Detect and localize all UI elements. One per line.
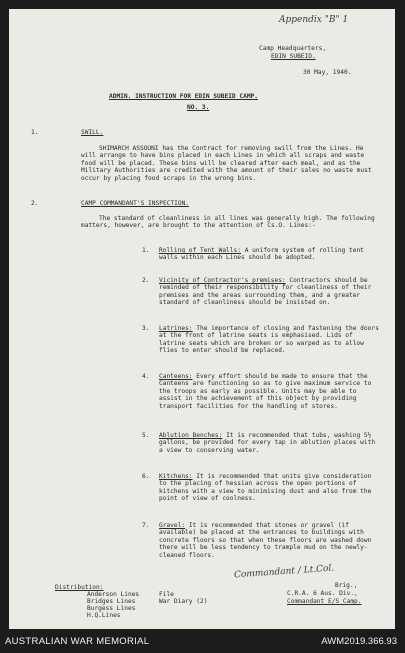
handwritten-signature: Commandant / Lt.Col. bbox=[233, 563, 335, 581]
distribution-list-item: File bbox=[159, 591, 174, 598]
section-1-body: SHIMARCH ASSOUNI has the Contract for removing swill from the Lines. He will arrange to have bins placed in each Lines in which all scraps and waste food will be placed. These bins will be cleared after each meal, and as the Military Authorities are credited with the amount of their sales no waste must occur by placing food scraps in the wrong bins. bbox=[81, 145, 372, 182]
distribution-list-item: Burgess Lines bbox=[87, 605, 136, 612]
distribution-heading: Distribution: bbox=[55, 584, 104, 591]
distribution-list-item: War Diary (2) bbox=[159, 598, 208, 605]
document-number: NO. 3. bbox=[187, 104, 210, 111]
document-title: ADMIN. INSTRUCTION FOR EDIN SUBEID CAMP. bbox=[109, 93, 259, 100]
item-4-heading: Canteens: bbox=[159, 373, 193, 380]
list-item bbox=[159, 432, 379, 454]
header-line-1: Camp Headquarters, bbox=[259, 45, 327, 52]
list-item bbox=[159, 473, 379, 503]
distribution-list-item: Bridges Lines bbox=[87, 598, 136, 605]
section-2-body: The standard of cleanliness in all lines was generally high. The following matters, however, are brought to the attention of Cs.O. Lines:- bbox=[81, 215, 375, 230]
list-item bbox=[159, 522, 379, 559]
signoff-rank: Brig., bbox=[335, 582, 358, 589]
distribution-list-item: Anderson Lines bbox=[87, 591, 140, 598]
list-item bbox=[159, 247, 379, 262]
section-2-heading: CAMP COMMANDANT'S INSPECTION. bbox=[81, 200, 190, 207]
item-2-number: 2. bbox=[142, 277, 150, 284]
list-item bbox=[159, 325, 379, 355]
section-2-number: 2. bbox=[31, 200, 39, 207]
item-5-heading: Ablution Benches: bbox=[159, 432, 223, 439]
item-1-number: 1. bbox=[142, 247, 150, 254]
list-item bbox=[159, 373, 379, 410]
item-2-heading: Vicinity of Contractor's premises: bbox=[159, 277, 286, 284]
item-5-text: It is recommended that tubs, washing 5½ gallons, be provided for every tap in ablution places with a view to conserving water. bbox=[159, 432, 376, 454]
item-4-text: Every effort should be made to ensure that the Canteens are functioning so as to give maximum service to the troops as early as possible. Units may be able to assist in the achievement of this object by providing transport facilities for the handling of stores. bbox=[159, 373, 372, 410]
item-3-heading: Latrines: bbox=[159, 325, 193, 332]
item-3-text: The importance of closing and fastening the doors at the front of latrine seats is emphasised. Lids of latrine seats which are broken or so warped as to allow flies to enter should be replaced. bbox=[159, 325, 379, 355]
signoff-appointment: Commandant E/S Camp. bbox=[287, 598, 362, 605]
archive-footer bbox=[0, 629, 405, 653]
distribution-list-item: H.Q.Lines bbox=[87, 612, 121, 619]
item-7-number: 7. bbox=[142, 522, 150, 529]
handwritten-annotation: Appendix "B" 1 bbox=[279, 15, 349, 25]
list-item bbox=[159, 277, 379, 307]
signoff-title: C.R.A. 6 Aus. Div., bbox=[287, 590, 358, 597]
header-date: 30 May, 1940. bbox=[303, 69, 352, 76]
footer-reference: AWM2019.366.93 bbox=[321, 636, 397, 647]
item-7-text: It is recommended that stones or gravel (if available) be placed at the entrances to buildings with concrete floors so that when these floors are washed down there will be less tendency to trample mud on the newly-cleaned floors. bbox=[159, 522, 372, 559]
item-2-text: Contractors should be reminded of their responsibility for cleanliness of their premises and the areas surrounding them, and a greater standard of cleanliness should be insisted on. bbox=[159, 277, 372, 307]
section-1-number: 1. bbox=[31, 129, 39, 136]
document-page bbox=[9, 9, 395, 629]
item-1-text: A uniform system of rolling tent walls within each Lines should be adopted. bbox=[159, 247, 364, 262]
header-location: EDIN SUBEID. bbox=[271, 53, 316, 60]
item-6-text: It is recommended that units give consideration to the placing of hessian across the open portions of kitchens with a view to minimising dust and also from the point of view of coolness. bbox=[159, 473, 372, 503]
item-1-heading: Rolling of Tent Walls: bbox=[159, 247, 241, 254]
item-6-number: 6. bbox=[142, 473, 150, 480]
footer-institution: AUSTRALIAN WAR MEMORIAL bbox=[5, 636, 150, 647]
item-7-heading: Gravel: bbox=[159, 522, 186, 529]
section-1-heading: SWILL. bbox=[81, 129, 104, 136]
item-5-number: 5. bbox=[142, 432, 150, 439]
item-4-number: 4. bbox=[142, 373, 150, 380]
item-3-number: 3. bbox=[142, 325, 150, 332]
item-6-heading: Kitchens: bbox=[159, 473, 193, 480]
